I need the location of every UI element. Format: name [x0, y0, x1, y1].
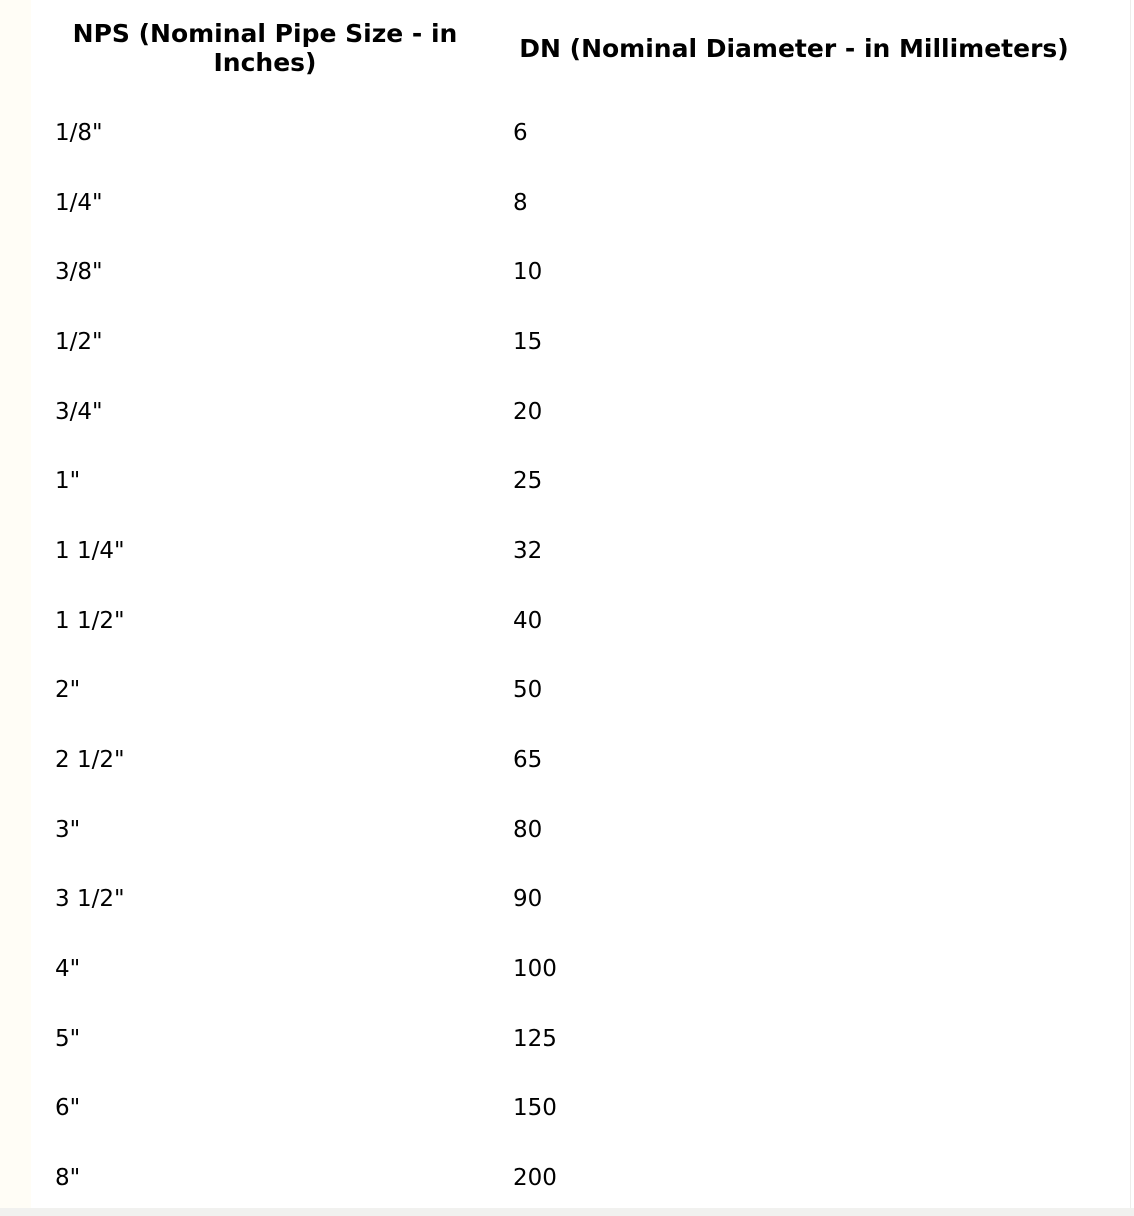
dn-cell: 20: [513, 398, 543, 425]
table-row: [36, 934, 1094, 1004]
table-header: [36, 0, 1094, 98]
table-row: [36, 237, 1094, 307]
table-row: [36, 1004, 1094, 1074]
dn-column-header: DN (Nominal Diameter - in Millimeters): [519, 33, 1069, 63]
table-row: [36, 1143, 1094, 1213]
table-row: [36, 865, 1094, 935]
table-row: [36, 725, 1094, 795]
nps-cell: 1 1/4": [55, 537, 125, 564]
table-row: [36, 516, 1094, 586]
dn-cell: 32: [513, 537, 543, 564]
dn-cell: 80: [513, 816, 543, 843]
nps-cell: 6": [55, 1095, 81, 1122]
header-row: [36, 0, 1094, 98]
nps-cell: 5": [55, 1025, 81, 1052]
table-row: [36, 168, 1094, 238]
dn-cell: 10: [513, 259, 543, 286]
dn-cell: 125: [513, 1025, 557, 1052]
page-left-margin: [0, 0, 31, 1216]
dn-cell: 65: [513, 747, 543, 774]
nps-cell: 3/8": [55, 259, 103, 286]
nps-cell: 1": [55, 468, 81, 495]
pipe-size-conversion-table: [36, 0, 1094, 1213]
dn-cell: 15: [513, 328, 543, 355]
dn-cell: 40: [513, 607, 543, 634]
table-row: [36, 446, 1094, 516]
dn-cell: 90: [513, 886, 543, 913]
dn-cell: 50: [513, 677, 543, 704]
nps-column-header: NPS (Nominal Pipe Size - in Inches): [72, 19, 458, 77]
nps-cell: 2 1/2": [55, 747, 125, 774]
nps-cell: 3 1/2": [55, 886, 125, 913]
table-row: [36, 307, 1094, 377]
nps-cell: 3/4": [55, 398, 103, 425]
dn-cell: 25: [513, 468, 543, 495]
nps-cell: 1/4": [55, 189, 103, 216]
table-row: [36, 377, 1094, 447]
nps-cell: 4": [55, 956, 81, 983]
table-row: [36, 795, 1094, 865]
dn-cell: 8: [513, 189, 528, 216]
table-row: [36, 1074, 1094, 1144]
table-row: [36, 656, 1094, 726]
nps-cell: 8": [55, 1165, 81, 1192]
dn-cell: 6: [513, 119, 528, 146]
nps-cell: 1/8": [55, 119, 103, 146]
nps-cell: 3": [55, 816, 81, 843]
dn-cell: 200: [513, 1165, 557, 1192]
dn-cell: 150: [513, 1095, 557, 1122]
nps-cell: 1 1/2": [55, 607, 125, 634]
nps-cell: 2": [55, 677, 81, 704]
table-body: [36, 98, 1094, 1213]
window-right-border: [1130, 0, 1131, 1216]
page-bottom-strip: [0, 1208, 1134, 1216]
dn-cell: 100: [513, 956, 557, 983]
nps-cell: 1/2": [55, 328, 103, 355]
table-row: [36, 586, 1094, 656]
table-row: [36, 98, 1094, 168]
